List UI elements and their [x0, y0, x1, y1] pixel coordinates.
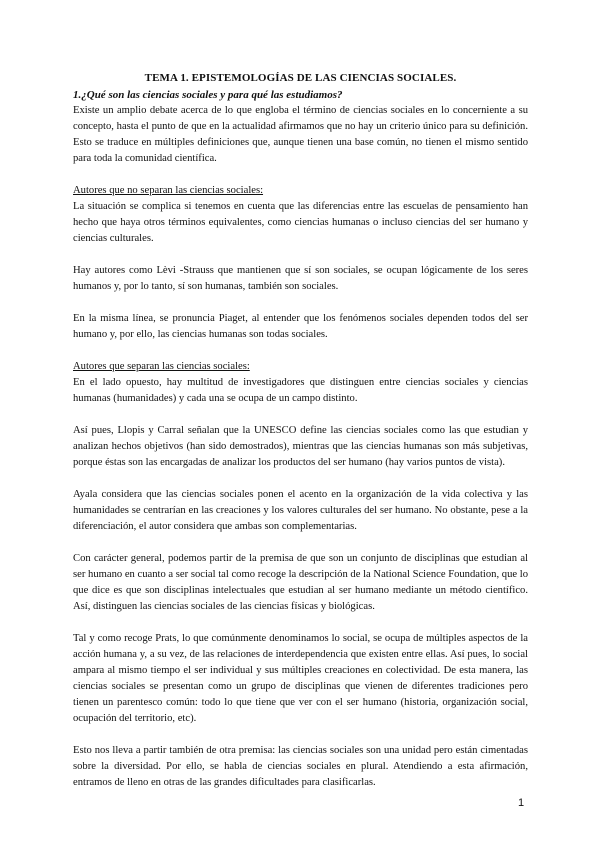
page-number: 1 — [518, 797, 525, 809]
paragraph: Ayala considera que las ciencias sociales ponen el acento en la organización de la vida colectiva y las humanidades se centrarían en las creaciones y los valores culturales del ser humano. No obstante, pese a la diferenciación, el autor considera que ambas son complementarias. — [73, 489, 528, 532]
paragraph: La situación se complica si tenemos en cuenta que las diferencias entre las escuelas de pensamiento han hecho que haya otros términos equivalentes, como ciencias humanas o incluso ciencias del ser humano y ciencias culturales. — [73, 201, 528, 244]
document-title: TEMA 1. EPISTEMOLOGÍAS DE LAS CIENCIAS SOCIALES. — [144, 72, 457, 84]
paragraph: Tal y como recoge Prats, lo que comúnmente denominamos lo social, se ocupa de múltiples aspectos de la acción humana y, a su vez, de las relaciones de interdependencia que existen entre ellas. Así pues, lo social ampara al mismo tiempo el ser individual y sus múltiples creaciones en colectividad. De esta manera, las ciencias sociales se presentan como un grupo de disciplinas que vienen de diferentes tradiciones pero tienen un parentesco común: todo lo que tiene que ver con el ser humano (historia, organización social, ocupación del territorio, etc). — [73, 633, 528, 724]
paragraph: Así pues, Llopis y Carral señalan que la UNESCO define las ciencias sociales como las que estudian y analizan hechos objetivos (han sido demostrados), mientras que las ciencias humanas son más subjetivas, porque éstas son las encargadas de analizar los productos del ser humano (hay varios puntos de vista). — [73, 425, 528, 468]
paragraph: En la misma línea, se pronuncia Piaget, al entender que los fenómenos sociales dependen todos del ser humano y, por ello, las ciencias humanas son todas sociales. — [73, 313, 528, 340]
document-body — [73, 70, 528, 791]
section-question-heading: 1.¿Qué son las ciencias sociales y para qué las estudiamos? — [73, 89, 343, 101]
section-heading-no-separan: Autores que no separan las ciencias sociales: — [73, 185, 264, 196]
intro-paragraph: Existe un amplio debate acerca de lo que engloba el término de ciencias sociales en lo concerniente a su concepto, hasta el punto de que en la actualidad afirmamos que no hay un criterio único para su definición. Esto se traduce en múltiples definiciones que, aunque tienen una base común, no tienen el mismo sentido para toda la comunidad científica. — [73, 105, 528, 164]
paragraph: Hay autores como Lèvi -Strauss que mantienen que sí son sociales, se ocupan lógicamente de los seres humanos y, por lo tanto, sí son humanas, también son sociales. — [73, 265, 528, 292]
paragraph: Esto nos lleva a partir también de otra premisa: las ciencias sociales son una unidad pero están cimentadas sobre la diversidad. Por ello, se habla de ciencias sociales en plural. Atendiendo a esta afirmación, entramos de lleno en otras de las grandes dificultades para clasificarlas. — [73, 745, 528, 788]
paragraph: Con carácter general, podemos partir de la premisa de que son un conjunto de disciplinas que estudian al ser humano en cuanto a ser social tal como recoge la descripción de la National Science Foundation, que lo que dice es que son disciplinas intelectuales que estudian al ser humano mediante un método científico. Así, distinguen las ciencias sociales de las ciencias físicas y biológicas. — [73, 553, 528, 612]
paragraph: En el lado opuesto, hay multitud de investigadores que distinguen entre ciencias sociales y ciencias humanas (humanidades) y cada una se ocupa de un campo distinto. — [73, 377, 528, 404]
section-heading-separan: Autores que separan las ciencias sociales: — [73, 361, 250, 372]
